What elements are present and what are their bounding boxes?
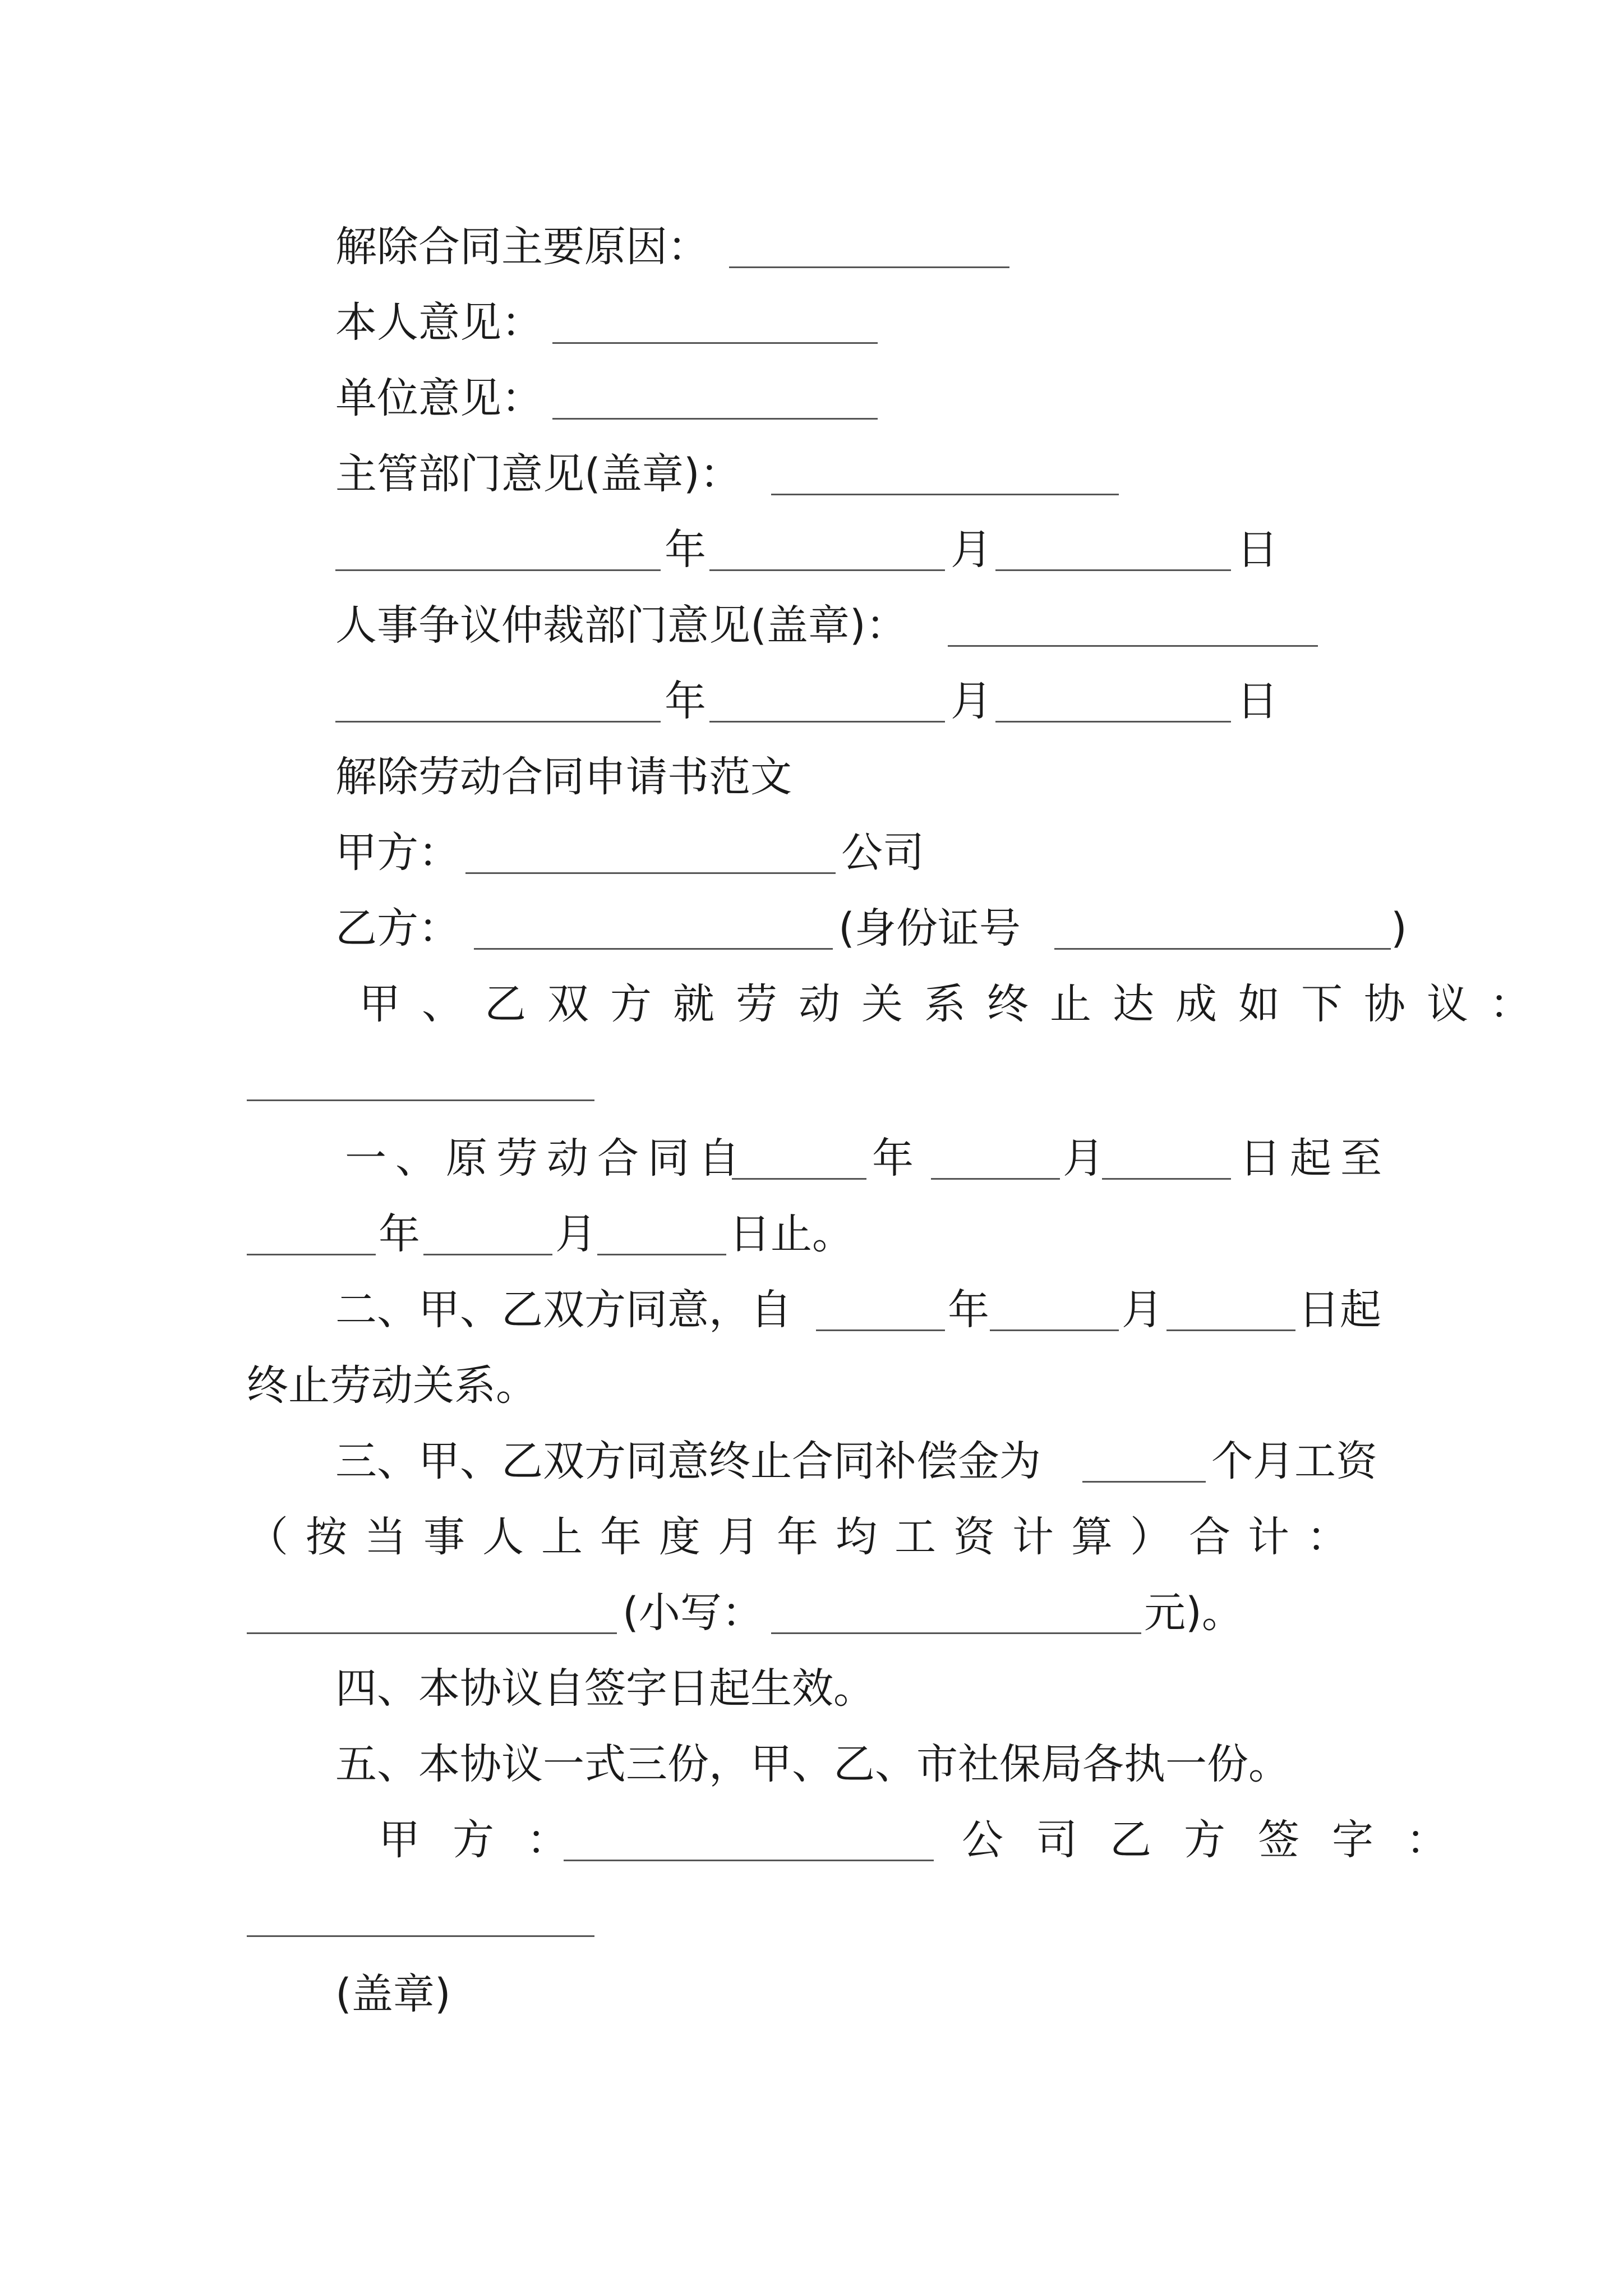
clause-3-small-blank[interactable] xyxy=(771,1632,1141,1634)
unit-opinion-label: 单位意见： xyxy=(335,374,543,422)
party-b-id-close: ) xyxy=(1391,904,1407,953)
dept-month-blank[interactable] xyxy=(709,569,945,571)
personal-opinion-line xyxy=(0,292,1623,353)
dept-year-blank[interactable] xyxy=(335,569,661,571)
clause-1-start-month-blank[interactable] xyxy=(931,1178,1060,1180)
arbitration-day-blank[interactable] xyxy=(995,721,1231,723)
agreement-intro-line xyxy=(0,973,1623,1035)
clause-3-text-a: 三、甲、乙双方同意终止合同补偿金为 xyxy=(335,1437,1041,1485)
clause-2-year-blank[interactable] xyxy=(816,1329,945,1331)
dept-year-label: 年 xyxy=(665,526,706,574)
clause-3-text-c: （按当事人上年度月年均工资计算）合计： xyxy=(247,1513,1366,1561)
clause-1-end-month-blank[interactable] xyxy=(423,1254,552,1255)
party-a-line xyxy=(0,822,1623,884)
arbitration-month-blank[interactable] xyxy=(709,721,945,723)
reason-blank[interactable] xyxy=(729,266,1009,268)
clause-3-text-e: 元)。 xyxy=(1144,1589,1243,1637)
clause-1-text-g: 日止。 xyxy=(729,1210,854,1258)
clause-1-start-day-blank[interactable] xyxy=(1102,1178,1231,1180)
arbitration-date-line xyxy=(0,670,1623,732)
party-b-id-blank[interactable] xyxy=(1054,948,1391,950)
clause-1-start-year-blank[interactable] xyxy=(732,1178,866,1180)
dept-date-line xyxy=(0,519,1623,581)
clause-5-line xyxy=(0,1733,1623,1795)
clause-2-day-blank[interactable] xyxy=(1166,1329,1295,1331)
signature-blank-line xyxy=(0,1885,1623,1947)
clause-2-text-a: 二、甲、乙双方同意，自 xyxy=(335,1286,792,1334)
dept-day-label: 日 xyxy=(1237,526,1278,574)
clause-3-text-b: 个月工资 xyxy=(1211,1437,1377,1485)
clause-2-text-e: 终止劳动关系。 xyxy=(247,1361,537,1410)
party-b-id-label: (身份证号 xyxy=(838,904,1021,953)
clause-1-start-month-label: 月 xyxy=(1063,1134,1104,1182)
dept-month-label: 月 xyxy=(951,526,992,574)
reason-line xyxy=(0,216,1623,278)
clause-1-start-year-label: 年 xyxy=(872,1134,914,1182)
clause-2-line-1 xyxy=(0,1279,1623,1341)
agreement-intro-blank-line xyxy=(0,1049,1623,1111)
party-b-label: 乙方： xyxy=(335,904,460,953)
party-b-blank[interactable] xyxy=(474,948,833,950)
clause-3-line-1 xyxy=(0,1430,1623,1492)
sample-title: 解除劳动合同申请书范文 xyxy=(335,753,792,801)
clause-4-text: 四、本协议自签字日起生效。 xyxy=(335,1664,875,1713)
clause-1-line-1 xyxy=(0,1128,1623,1189)
arbitration-opinion-label: 人事争议仲裁部门意见(盖章)： xyxy=(335,601,907,650)
personal-opinion-blank[interactable] xyxy=(552,342,878,344)
clause-3-total-blank[interactable] xyxy=(247,1632,617,1634)
unit-opinion-line xyxy=(0,367,1623,429)
arbitration-year-blank[interactable] xyxy=(335,721,661,723)
agreement-intro-blank[interactable] xyxy=(247,1099,594,1101)
clause-3-months-blank[interactable] xyxy=(1082,1481,1206,1483)
party-a-blank[interactable] xyxy=(465,872,836,874)
clause-2-month-label: 月 xyxy=(1122,1286,1163,1334)
clause-1-text-d: 日起至 xyxy=(1239,1134,1391,1182)
clause-5-text: 五、本协议一式三份，甲、乙、市社保局各执一份。 xyxy=(335,1740,1290,1788)
dept-opinion-line xyxy=(0,443,1623,505)
clause-2-year-label: 年 xyxy=(948,1286,989,1334)
sample-title-line xyxy=(0,746,1623,808)
party-b-line xyxy=(0,898,1623,959)
party-a-company-label: 公司 xyxy=(841,829,924,877)
signature-party-a-label: 甲方： xyxy=(379,1816,601,1864)
clause-3-line-3 xyxy=(0,1582,1623,1644)
clause-1-end-month-label: 月 xyxy=(555,1210,597,1258)
dept-opinion-blank[interactable] xyxy=(771,494,1119,495)
clause-2-month-blank[interactable] xyxy=(990,1329,1119,1331)
seal-label: (盖章) xyxy=(335,1970,451,2018)
clause-1-end-year-blank[interactable] xyxy=(247,1254,376,1255)
party-a-label: 甲方： xyxy=(335,829,460,877)
signature-party-b-label: 公司乙方签字： xyxy=(962,1816,1480,1864)
clause-3-line-2 xyxy=(0,1506,1623,1568)
clause-2-line-2 xyxy=(0,1355,1623,1416)
clause-1-line-2 xyxy=(0,1203,1623,1265)
reason-label: 解除合同主要原因： xyxy=(335,223,709,271)
clause-1-end-day-blank[interactable] xyxy=(597,1254,726,1255)
seal-line xyxy=(0,1963,1623,2025)
clause-4-line xyxy=(0,1658,1623,1719)
arbitration-opinion-blank[interactable] xyxy=(948,645,1318,647)
arbitration-month-label: 月 xyxy=(951,677,992,725)
signature-line xyxy=(0,1809,1623,1871)
arbitration-day-label: 日 xyxy=(1237,677,1278,725)
signature-party-a-blank[interactable] xyxy=(564,1860,934,1861)
clause-1-end-year-label: 年 xyxy=(379,1210,420,1258)
arbitration-year-label: 年 xyxy=(665,677,706,725)
signature-party-b-blank[interactable] xyxy=(247,1935,594,1937)
dept-day-blank[interactable] xyxy=(995,569,1231,571)
dept-opinion-label: 主管部门意见(盖章)： xyxy=(335,450,741,498)
agreement-intro: 甲、乙双方就劳动关系终止达成如下协议： xyxy=(359,980,1552,1028)
arbitration-opinion-line xyxy=(0,595,1623,656)
personal-opinion-label: 本人意见： xyxy=(335,298,543,347)
clause-2-text-d: 日起 xyxy=(1298,1286,1381,1334)
clause-3-text-d: (小写： xyxy=(623,1589,763,1637)
clause-1-text-a: 一、原劳动合同自 xyxy=(345,1134,749,1182)
unit-opinion-blank[interactable] xyxy=(552,418,878,420)
